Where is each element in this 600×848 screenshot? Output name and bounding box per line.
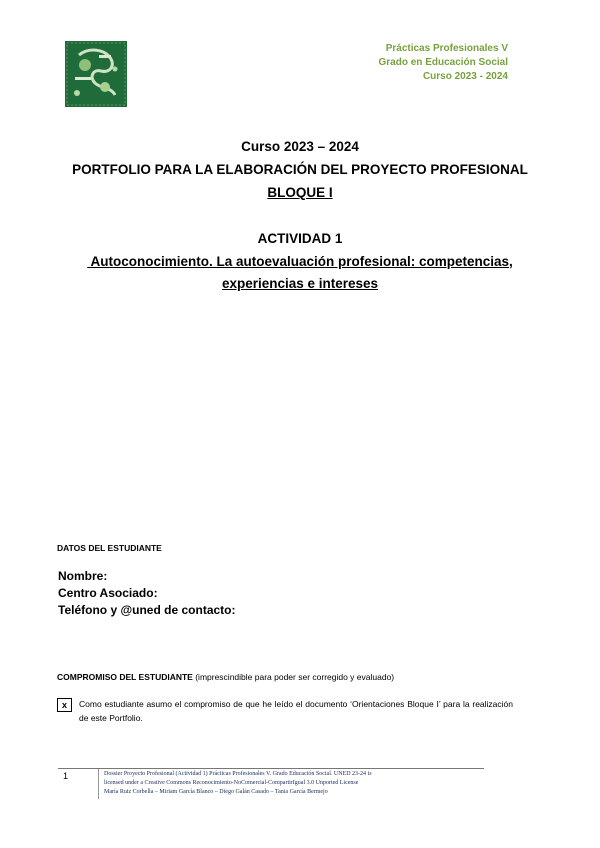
- logo-emblem-icon: [65, 41, 127, 107]
- commitment-heading: [57, 672, 394, 682]
- page-number: 1: [63, 771, 69, 781]
- course-year-title: Curso 2023 – 2024: [241, 139, 359, 154]
- commitment-heading-label: COMPROMISO DEL ESTUDIANTE: [57, 672, 193, 682]
- header-program: Prácticas Profesionales V: [385, 43, 508, 54]
- course-header: [379, 42, 508, 84]
- footer-line-1: Dossier Proyecto Profesional (Actividad 1) Prácticas Profesionales V. Grado Educación Social. UNED 23-24 is: [104, 771, 372, 777]
- activity-subtitle-line2: experiencias e intereses: [221, 276, 379, 291]
- activity-title: ACTIVIDAD 1: [257, 231, 343, 246]
- associated-center-field-label: Centro Asociado:: [58, 586, 158, 600]
- block-title: BLOQUE I: [267, 185, 333, 200]
- commitment-checkbox[interactable]: x: [57, 698, 72, 712]
- footer-divider: [58, 768, 484, 769]
- footer-separator: [98, 769, 99, 799]
- activity-subtitle-line1: Autoconocimiento. La autoevaluación profesional: competencias,: [87, 254, 513, 269]
- footer-license: [104, 770, 484, 797]
- name-field-label: Nombre:: [58, 569, 108, 583]
- header-course-year: Curso 2023 - 2024: [422, 71, 508, 82]
- contact-field-label: Teléfono y @uned de contacto:: [58, 603, 236, 617]
- header-degree: Grado en Educación Social: [378, 57, 508, 68]
- student-data-heading: DATOS DEL ESTUDIANTE: [57, 543, 162, 553]
- portfolio-title: PORTFOLIO PARA LA ELABORACIÓN DEL PROYECTO PROFESIONAL: [72, 162, 528, 177]
- footer-line-3: María Ruiz Corbella – Miriam García Blanco – Diego Galán Casado – Tania García Bermejo: [104, 789, 328, 795]
- university-logo: [65, 41, 127, 107]
- commitment-text: Como estudiante asumo el compromiso de que he leído el documento ‘Orientaciones Bloque I’ para la realización de este Portfolio.: [79, 699, 513, 723]
- footer-line-2: licensed under a Creative Commons Reconocimiento-NoComercial-CompartirIgual 3.0 Unported License: [104, 780, 359, 786]
- commitment-heading-note: (imprescindible para poder ser corregido y evaluado): [192, 672, 395, 682]
